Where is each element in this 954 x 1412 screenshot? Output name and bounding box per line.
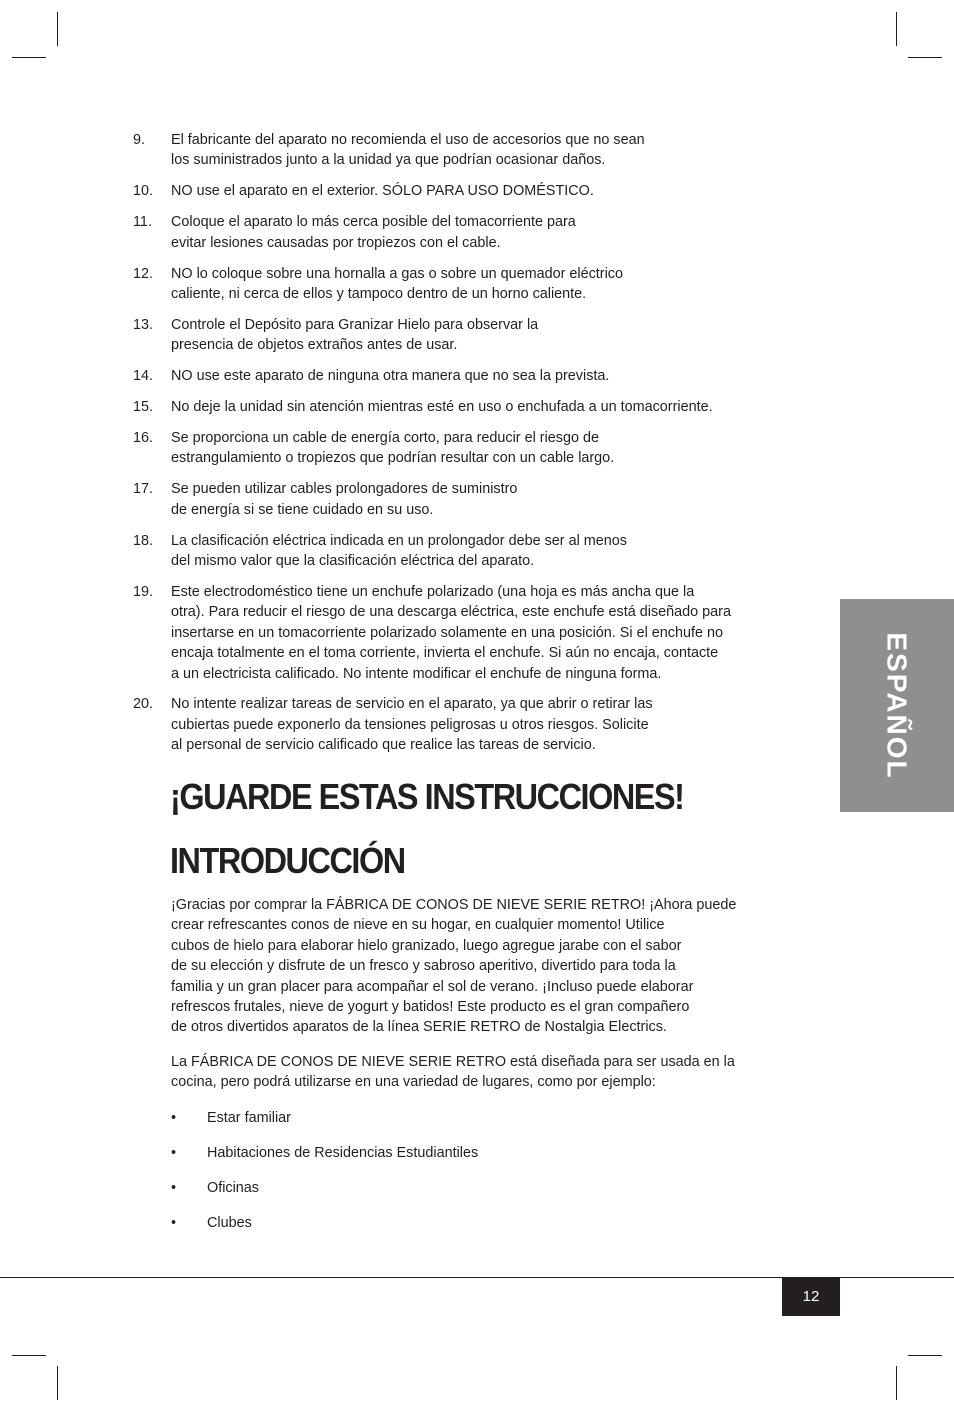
language-label: ESPAÑOL (882, 631, 913, 780)
item-number: 18. (133, 532, 154, 549)
language-side-tab (840, 599, 954, 812)
crop-mark (896, 1366, 897, 1400)
list-item (133, 264, 793, 305)
list-item (133, 315, 793, 356)
item-number: 9. (133, 132, 146, 148)
list-item (133, 582, 793, 684)
page-number: 12 (782, 1277, 840, 1316)
bullet-icon: • (171, 1180, 177, 1196)
bullet-text: Estar familiar (207, 1110, 291, 1126)
list-item (133, 531, 793, 572)
bullet-icon: • (171, 1110, 177, 1126)
list-item (133, 694, 793, 755)
crop-mark (12, 57, 46, 58)
list-item (133, 130, 793, 171)
locations-list (171, 1108, 478, 1248)
bullet-text: Clubes (207, 1215, 252, 1231)
item-number: 16. (133, 429, 154, 446)
item-text: Coloque el aparato lo más cerca posible del tomacorriente para evitar lesiones causadas por tropiezos con el cable. (171, 214, 576, 251)
crop-mark (908, 57, 942, 58)
crop-mark (908, 1355, 942, 1356)
list-item (133, 212, 793, 253)
list-item (133, 479, 793, 520)
bullet-icon: • (171, 1215, 177, 1231)
item-text: Se pueden utilizar cables prolongadores de suministro de energía si se tiene cuidado en su uso. (171, 481, 518, 518)
list-item (133, 428, 793, 469)
item-text: El fabricante del aparato no recomienda el uso de accesorios que no sean los suministrados junto a la unidad ya que podrían ocasionar daños. (171, 132, 645, 169)
list-item (171, 1213, 478, 1248)
intro-paragraph: La FÁBRICA DE CONOS DE NIEVE SERIE RETRO está diseñada para ser usada en la cocina, pero podrá utilizarse en una variedad de lugares, como por ejemplo: (171, 1054, 735, 1091)
item-text: No deje la unidad sin atención mientras esté en uso o enchufada a un tomacorriente. (171, 399, 713, 416)
bullet-text: Oficinas (207, 1180, 259, 1196)
crop-mark (896, 12, 897, 46)
item-text: NO use este aparato de ninguna otra manera que no sea la prevista. (171, 368, 610, 385)
item-number: 20. (133, 696, 154, 713)
crop-mark (57, 12, 58, 46)
crop-mark (12, 1355, 46, 1356)
list-item (133, 366, 793, 386)
item-number: 11. (133, 214, 152, 231)
introduction-heading: INTRODUCCIÓN (170, 840, 405, 881)
item-text: La clasificación eléctrica indicada en un prolongador debe ser al menos del mismo valor que la clasificación eléctrica del aparato. (171, 532, 627, 569)
bullet-text: Habitaciones de Residencias Estudiantiles (207, 1145, 479, 1161)
intro-paragraph: ¡Gracias por comprar la FÁBRICA DE CONOS DE NIEVE SERIE RETRO! ¡Ahora puede crear refrescantes conos de nieve en su hogar, en cualquier momento! Utilice cubos de hielo para elaborar hielo granizado, luego agregue jarabe con el sabor de su elección y disfrute de un fresco y sabroso aperitivo, divertido para toda la familia y un gran placer para acompañar el sol de verano. ¡Incluso puede elaborar refrescos frutales, nieve de yogurt y batidos! Este producto es el gran compañero de otros divertidos aparatos de la línea SERIE RETRO de Nostalgia Electrics. (171, 897, 737, 1036)
item-number: 12. (133, 265, 154, 282)
safety-instructions-list (133, 130, 793, 766)
item-text: Se proporciona un cable de energía corto, para reducir el riesgo de estrangulamiento o tropiezos que podrían resultar con un cable largo. (171, 429, 615, 467)
list-item (133, 397, 793, 417)
item-number: 15. (133, 399, 154, 416)
item-text: NO use el aparato en el exterior. SÓLO PARA USO DOMÉSTICO. (171, 183, 594, 200)
item-number: 17. (133, 481, 154, 498)
bullet-icon: • (171, 1145, 177, 1161)
list-item (171, 1108, 478, 1143)
item-number: 10. (133, 183, 154, 200)
list-item (133, 181, 793, 201)
list-item (171, 1143, 478, 1178)
list-item (171, 1178, 478, 1213)
crop-mark (57, 1366, 58, 1400)
item-number: 14. (133, 368, 154, 385)
save-instructions-heading: ¡GUARDE ESTAS INSTRUCCIONES! (170, 776, 684, 817)
item-number: 13. (133, 316, 154, 333)
item-text: Controle el Depósito para Granizar Hielo para observar la presencia de objetos extraños antes de usar. (171, 316, 539, 354)
item-number: 19. (133, 583, 154, 600)
item-text: No intente realizar tareas de servicio en el aparato, ya que abrir o retirar las cubiertas puede exponerlo da tensiones peligrosas u otros riesgos. Solicite al personal de servicio calificado que realice las tareas de servicio. (171, 696, 653, 754)
item-text: Este electrodoméstico tiene un enchufe polarizado (una hoja es más ancha que la otra). Para reducir el riesgo de una descarga eléctrica, este enchufe está diseñado para insertarse en un tomacorriente polarizado solamente en una posición. Si el enchufe no encaja totalmente en el toma corriente, invierta el enchufe. Si aún no encaja, contacte a un electricista calificado. No intente modificar el enchufe de ninguna forma. (171, 583, 731, 682)
item-text: NO lo coloque sobre una hornalla a gas o sobre un quemador eléctrico caliente, ni cerca de ellos y tampoco dentro de un horno caliente. (171, 265, 623, 302)
